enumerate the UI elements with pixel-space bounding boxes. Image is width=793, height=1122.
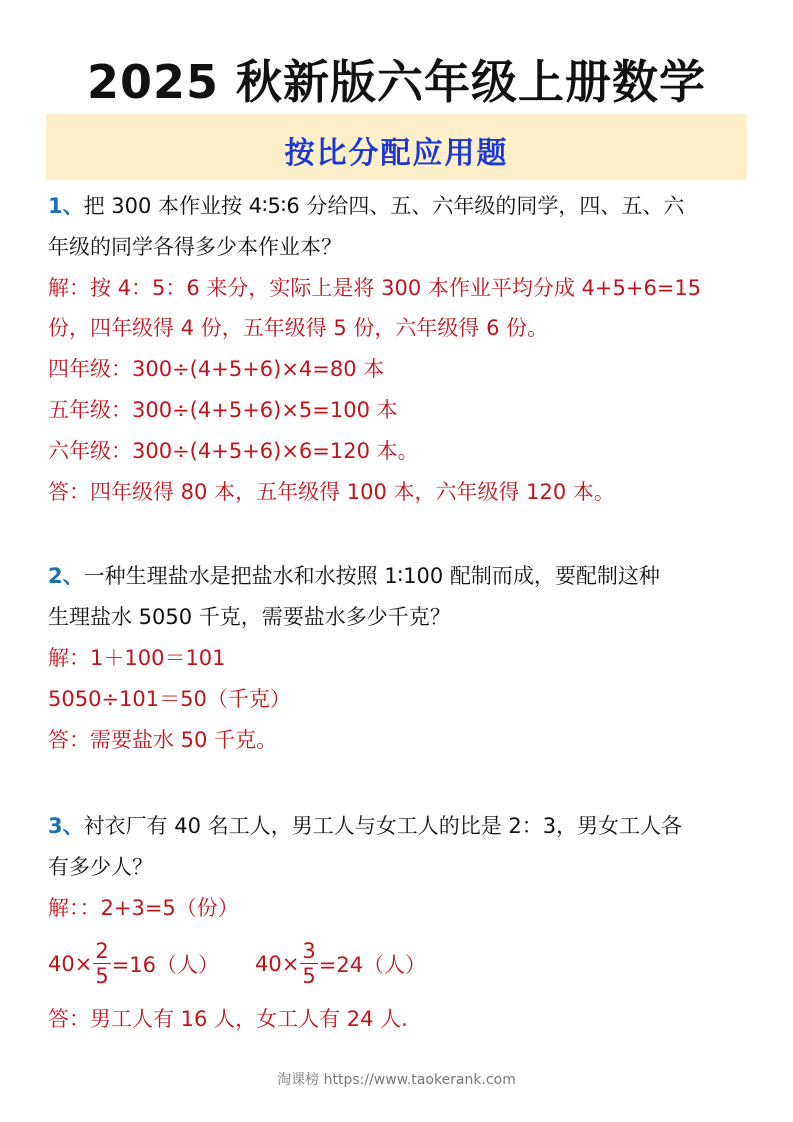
fraction — [300, 939, 317, 988]
question-text: 一种生理盐水是把盐水和水按照 1∶100 配制而成，要配制这种 — [83, 564, 660, 589]
question-text-line: 年级的同学各得多少本作业本？ — [48, 234, 342, 259]
question-number: 1、 — [48, 194, 84, 218]
calc-result: =24（人） — [318, 952, 427, 977]
problem-list — [48, 186, 748, 1040]
calc-prefix: 40× — [255, 951, 300, 976]
question-text-line — [48, 806, 748, 847]
solution-line: 四年级：300÷(4+5+6)×4=80 本 — [48, 357, 385, 382]
fraction-numerator: 2 — [95, 939, 109, 964]
answer-line: 答：需要盐水 50 千克。 — [48, 727, 278, 752]
question-number: 3、 — [48, 814, 84, 839]
solution-line: 五年级：300÷(4+5+6)×5=100 本 — [48, 397, 398, 422]
question-text-line — [48, 186, 748, 227]
question-3 — [48, 806, 748, 1039]
footer-watermark: 淘课榜 https://www.taokerank.com — [277, 1072, 516, 1088]
question-2 — [48, 556, 748, 760]
page-title: 2025 秋新版六年级上册数学 — [86, 55, 707, 109]
solution-line: 解：：2+3=5（份） — [48, 895, 239, 920]
solution-line: 5050÷101＝50（千克） — [48, 686, 291, 711]
question-text: 把 300 本作业按 4∶5∶6 分给四、五、六年级的同学，四、五、六 — [83, 194, 685, 218]
fraction — [93, 939, 110, 988]
fraction-calculation-line — [48, 933, 748, 995]
answer-line: 答：四年级得 80 本，五年级得 100 本，六年级得 120 本。 — [48, 479, 615, 504]
question-text-line: 生理盐水 5050 千克，需要盐水多少千克？ — [48, 605, 451, 630]
calc-result: =16（人） — [111, 952, 220, 977]
answer-line: 答：男工人有 16 人，女工人有 24 人. — [48, 1006, 408, 1031]
question-1 — [48, 186, 748, 512]
question-number: 2、 — [48, 564, 84, 589]
subtitle-banner — [46, 114, 747, 180]
solution-line: 份，四年级得 4 份，五年级得 5 份，六年级得 6 份。 — [48, 316, 549, 341]
solution-line: 解：1＋100＝101 — [48, 645, 226, 670]
solution-line: 六年级：300÷(4+5+6)×6=120 本。 — [48, 438, 419, 463]
fraction-denominator: 5 — [95, 964, 109, 989]
question-text-line: 有多少人？ — [48, 855, 153, 880]
fraction-numerator: 3 — [302, 939, 316, 964]
solution-line: 解：按 4：5：6 来分，实际上是将 300 本作业平均分成 4+5+6=15 — [48, 275, 702, 300]
section-subtitle: 按比分配应用题 — [284, 136, 509, 171]
question-text-line — [48, 556, 748, 597]
calc-prefix: 40× — [48, 951, 93, 976]
question-text: 衬衣厂有 40 名工人，男工人与女工人的比是 2：3，男女工人各 — [83, 814, 683, 839]
fraction-denominator: 5 — [302, 964, 316, 989]
